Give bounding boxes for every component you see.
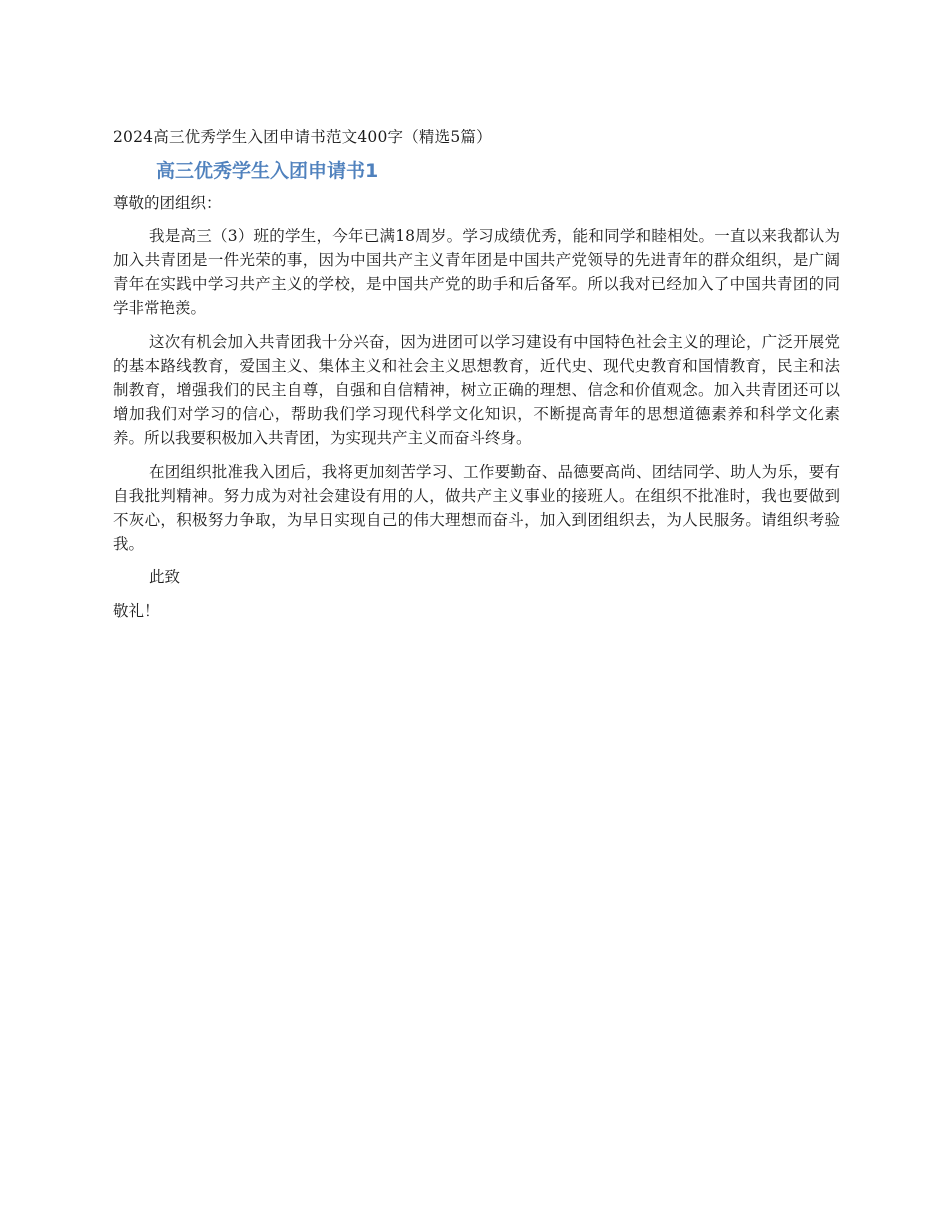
body-paragraph-1: 我是高三（3）班的学生，今年已满18周岁。学习成绩优秀，能和同学和睦相处。一直以来我都认为加入共青团是一件光荣的事，因为中国共产主义青年团是中国共产党领导的先进青年的群众组织，是广阔青年在实践中学习共产主义的学校，是中国共产党的助手和后备军。所以我对已经加入了中国共青团的同学非常艳羡。: [113, 227, 840, 317]
letter-salute: 敬礼！: [113, 602, 160, 620]
document-page: [113, 126, 840, 622]
letter-closing: 此致: [149, 568, 181, 586]
body-paragraph-2: 这次有机会加入共青团我十分兴奋，因为进团可以学习建设有中国特色社会主义的理论，广泛开展党的基本路线教育，爱国主义、集体主义和社会主义思想教育，近代史、现代史教育和国情教育，民主和法制教育，增强我们的民主自尊，自强和自信精神，树立正确的理想、信念和价值观念。加入共青团还可以增加我们对学习的信心，帮助我们学习现代科学文化知识，不断提高青年的思想道德素养和科学文化素养。所以我要积极加入共青团，为实现共产主义而奋斗终身。: [113, 333, 840, 447]
letter-greeting: 尊敬的团组织：: [113, 194, 222, 212]
document-title: 2024高三优秀学生入团申请书范文400字（精选5篇）: [113, 128, 492, 146]
body-paragraph-3: 在团组织批准我入团后，我将更加刻苦学习、工作要勤奋、品德要高尚、团结同学、助人为乐，要有自我批判精神。努力成为对社会建设有用的人，做共产主义事业的接班人。在组织不批准时，我也要做到不灰心，积极努力争取，为早日实现自己的伟大理想而奋斗，加入到团组织去，为人民服务。请组织考验我。: [113, 463, 840, 553]
section-heading: 高三优秀学生入团申请书1: [156, 160, 379, 182]
